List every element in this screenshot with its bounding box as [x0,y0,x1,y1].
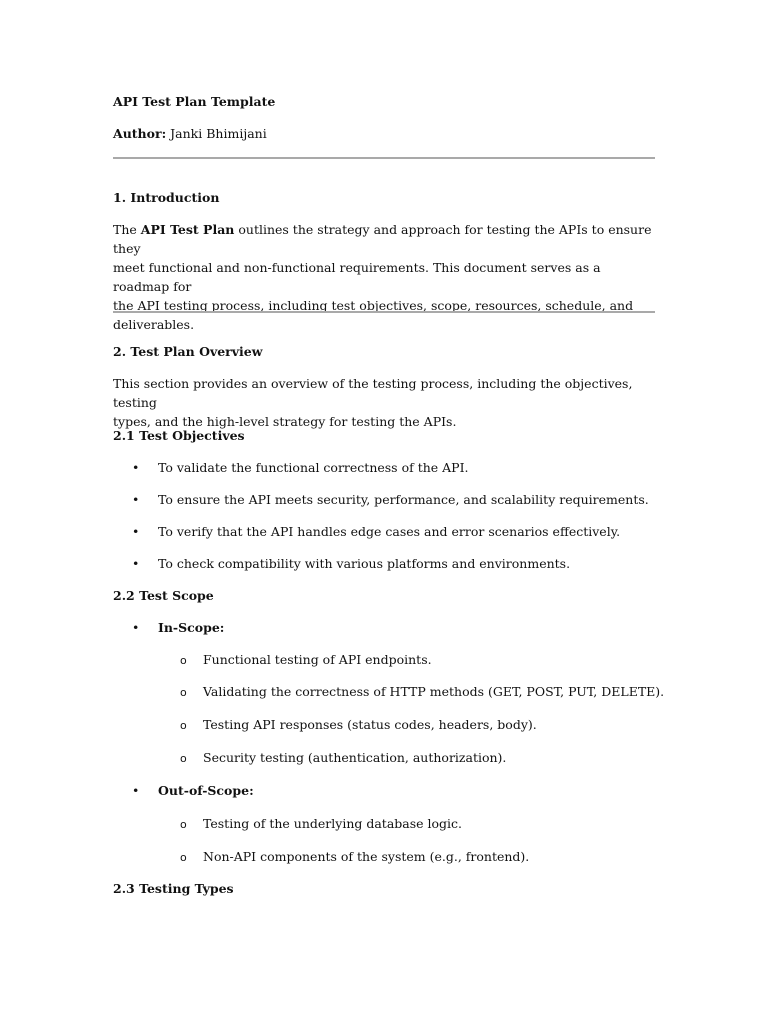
list-item: Functional testing of API endpoints. [203,652,432,667]
intro-heading: 1. Introduction [113,190,220,205]
list-item: To check compatibility with various platforms and environments. [158,556,571,571]
horizontal-rule [113,311,655,313]
objectives-heading: 2.1 Test Objectives [113,428,245,443]
author-label: Author: [113,126,167,141]
sub-bullet-marker: o [180,851,187,864]
out-of-scope-label: Out-of-Scope: [158,783,254,798]
sub-bullet-marker: o [180,686,187,699]
sub-bullet-marker: o [180,654,187,667]
bullet-marker: • [132,460,140,475]
bullet-marker: • [132,524,140,539]
intro-paragraph: The API Test Plan outlines the strategy and approach for testing the APIs to ensure they meet functional and non-functional requirements. This document serves as a roadmap for the API testing process, including test objectives, scope, resources, schedule, and deliverables. [113,222,652,332]
bullet-marker: • [132,620,140,635]
bullet-marker: • [132,783,140,798]
sub-bullet-marker: o [180,752,187,765]
in-scope-label: In-Scope: [158,620,225,635]
list-item: Testing API responses (status codes, headers, body). [203,717,537,732]
author-line [113,124,658,143]
overview-heading: 2. Test Plan Overview [113,344,263,359]
list-item: To verify that the API handles edge cases and error scenarios effectively. [158,524,621,539]
bullet-marker: • [132,556,140,571]
overview-paragraph: This section provides an overview of the testing process, including the objectives, testing types, and the high-level strategy for testing the APIs. [113,376,633,429]
sub-bullet-marker: o [180,719,187,732]
bullet-marker: • [132,492,140,507]
list-item: Non-API components of the system (e.g., frontend). [203,849,530,864]
list-item: Testing of the underlying database logic. [203,816,463,831]
list-item: Validating the correctness of HTTP methods (GET, POST, PUT, DELETE). [203,684,665,699]
list-item: Security testing (authentication, authorization). [203,750,507,765]
scope-heading: 2.2 Test Scope [113,588,214,603]
document-title: API Test Plan Template [113,94,276,109]
list-item: To ensure the API meets security, performance, and scalability requirements. [158,492,649,507]
horizontal-rule [113,157,655,159]
testing-types-heading: 2.3 Testing Types [113,881,234,896]
author-name: Janki Bhimijani [170,126,267,141]
list-item: To validate the functional correctness of the API. [158,460,469,475]
sub-bullet-marker: o [180,818,187,831]
